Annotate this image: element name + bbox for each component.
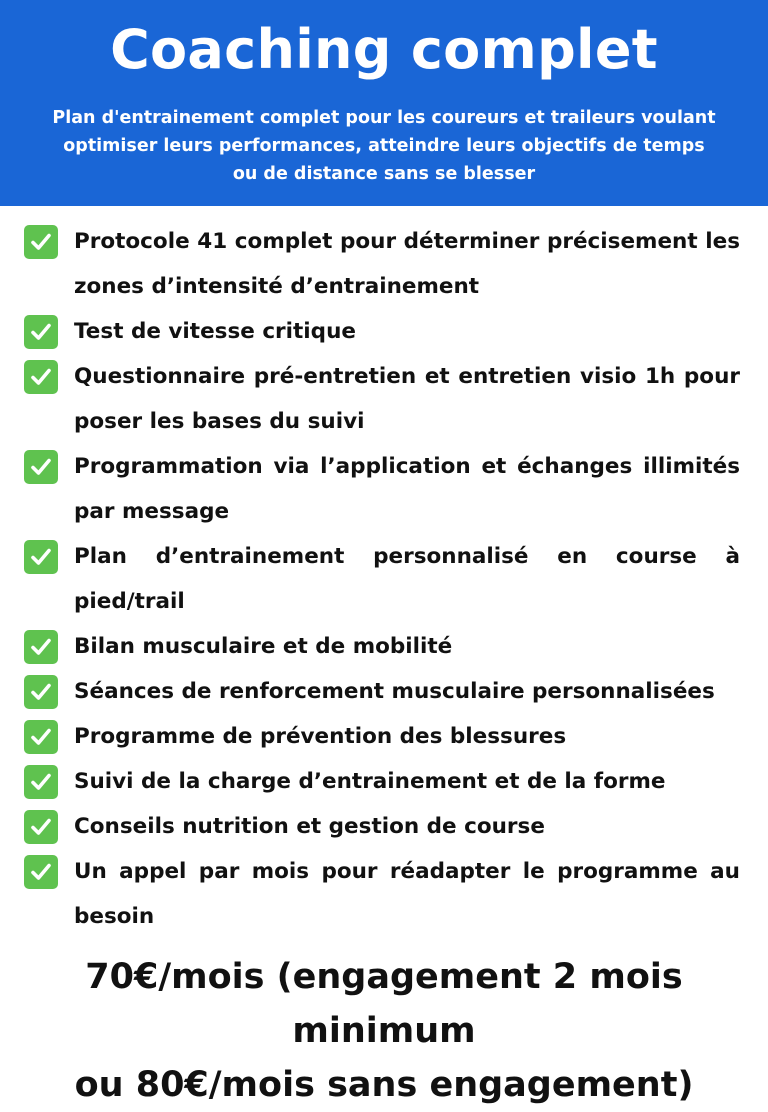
feature-item: [24, 714, 740, 759]
feature-text: Protocole 41 complet pour déterminer précisement les zones d’intensité d’entrainement: [74, 229, 740, 299]
feature-text: Bilan musculaire et de mobilité: [74, 634, 453, 659]
feature-item: [24, 849, 740, 939]
feature-text: Programmation via l’application et échanges illimités par message: [74, 454, 740, 524]
feature-item: [24, 804, 740, 849]
check-box-icon: [24, 720, 58, 754]
check-box-icon: [24, 630, 58, 664]
feature-text: Programme de prévention des blessures: [74, 724, 567, 749]
feature-text: Plan d’entrainement personnalisé en course à pied/trail: [74, 544, 740, 614]
feature-item: [24, 354, 740, 444]
check-box-icon: [24, 225, 58, 259]
feature-text: Séances de renforcement musculaire personnalisées: [74, 679, 715, 704]
feature-item: [24, 669, 740, 714]
feature-item: [24, 309, 740, 354]
pricing: [0, 950, 768, 1112]
check-box-icon: [24, 855, 58, 889]
feature-item: [24, 219, 740, 309]
feature-text: Conseils nutrition et gestion de course: [74, 814, 545, 839]
feature-item: [24, 759, 740, 804]
check-box-icon: [24, 675, 58, 709]
feature-item: [24, 534, 740, 624]
check-box-icon: [24, 765, 58, 799]
feature-text: Suivi de la charge d’entrainement et de la forme: [74, 769, 666, 794]
page-subtitle: Plan d'entrainement complet pour les coureurs et traileurs voulant optimiser leurs performances, atteindre leurs objectifs de temps ou de distance sans se blesser: [52, 108, 716, 184]
pricing-line-2: ou 80€/mois sans engagement): [74, 1065, 694, 1105]
feature-text: Test de vitesse critique: [74, 319, 356, 344]
feature-text: Questionnaire pré-entretien et entretien visio 1h pour poser les bases du suivi: [74, 364, 740, 434]
check-box-icon: [24, 315, 58, 349]
pricing-line-1: 70€/mois (engagement 2 mois minimum: [85, 957, 683, 1051]
check-box-icon: [24, 450, 58, 484]
page-title: Coaching complet: [110, 18, 658, 81]
header-banner: [0, 0, 768, 206]
feature-text: Un appel par mois pour réadapter le programme au besoin: [74, 859, 740, 929]
check-box-icon: [24, 810, 58, 844]
check-box-icon: [24, 540, 58, 574]
feature-item: [24, 444, 740, 534]
check-box-icon: [24, 360, 58, 394]
feature-list: [24, 219, 740, 939]
feature-item: [24, 624, 740, 669]
